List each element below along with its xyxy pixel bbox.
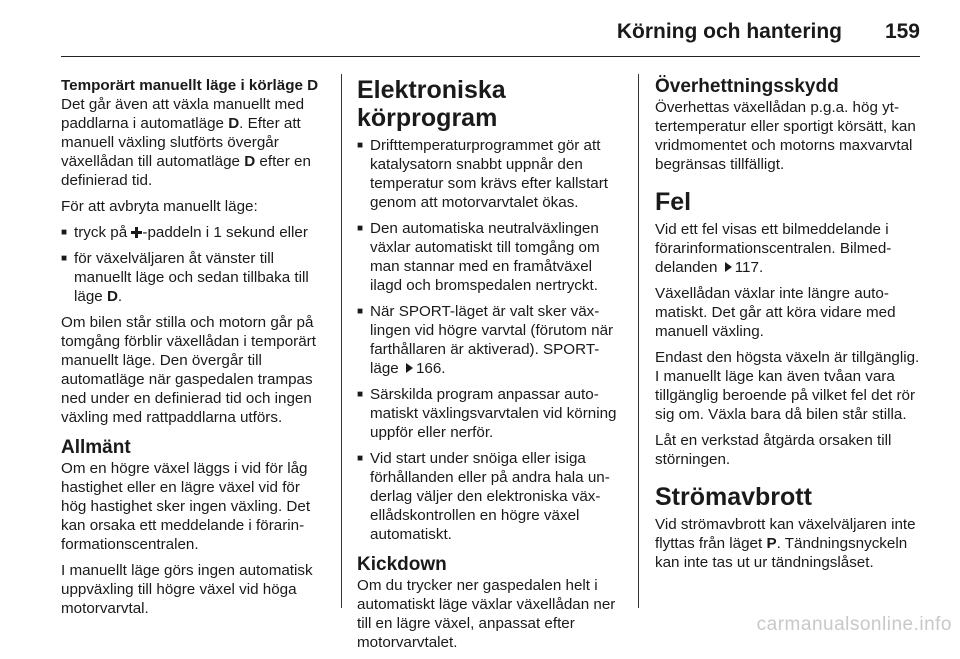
list-item: ■ för växelväljaren åt vänster till manuellt läge och sedan tillbaka till läge D. [61,249,329,306]
list-item: ■ Vid start under snöiga eller isiga förhållanden eller på andra hala underlag väljer den elektroniska växellådskontrollen en högre växel automatiskt. [357,449,627,544]
paragraph: Om du trycker ner gaspedalen helt i automatiskt läge växlar växellådan ner till en lägre växel, anpassat efter motorvarvtalet. [357,577,616,651]
heading-electronic-programs: Elektroniska körprogram [357,76,506,132]
list-item: ■ Den automatiska neutralväxlingen växlar automatiskt till tomgång om man stannar med en framåtväxel ilagd och bromspedalen nertryckt. [357,219,627,295]
bullet-list [61,223,329,306]
heading-overheating: Överhettningsskydd [655,76,839,97]
paragraph: För att avbryta manuellt läge: [61,198,258,215]
column-divider [341,74,342,608]
column-right [655,76,923,579]
paragraph: Det går även att växla manuellt med paddlarna i automatläge D. Efter att manuell växling slutförts övergår växellådan till automatläge D efter en definierad tid. [61,96,311,189]
heading-fault: Fel [655,188,692,216]
paragraph: Överhettas växellådan p.g.a. hög yttertemperatur eller sportigt körsätt, kan vridmomentet och motorns maxvarvtal begränsas tillfälligt. [655,99,916,173]
heading-kickdown: Kickdown [357,554,447,575]
page-reference[interactable]: 166 [415,360,442,377]
heading-general: Allmänt [61,437,131,458]
page-reference-icon [725,262,732,272]
list-item: ■ Särskilda program anpassar automatiskt växlingsvarvtalen vid körning uppför eller nerför. [357,385,627,442]
paragraph: Låt en verkstad åtgärda orsaken till störningen. [655,432,892,468]
paragraph: Vid ett fel visas ett bilmeddelande i förarinformationscentralen. Bilmeddelanden 117. [655,221,892,276]
paragraph: Endast den högsta växeln är tillgänglig. I manuellt läge kan även tvåan vara tillgänglig beroende på vilket fel det rör sig om. Växla bara då bilen står stilla. [655,349,920,423]
plus-paddle-icon [131,227,142,238]
paragraph: Växellådan växlar inte längre automatiskt. Det går att köra vidare med manuell växling. [655,285,896,340]
column-divider [638,74,639,608]
bullet-list [357,136,627,544]
heading-temporary-manual: Temporärt manuellt läge i körläge D [61,77,319,94]
list-item: ■ När SPORT-läget är valt sker växlingen vid högre varvtal (förutom när farthållaren är aktiverad). SPORT-läge 166. [357,302,627,378]
column-middle [357,76,627,659]
header-rule [61,56,920,57]
page-reference-icon [406,363,413,373]
paragraph: Om bilen står stilla och motorn går på tomgång förblir växellådan i temporärt manuellt läge. Den övergår till automatläge när gaspedalen trampas ned under en definierad tid och ingen växling med rattpaddlarna utförs. [61,314,316,426]
paragraph: I manuellt läge görs ingen automatisk uppväxling till högre växel vid höga motorvarvtal. [61,562,313,617]
heading-power-failure: Strömavbrott [655,483,812,511]
column-left [61,76,329,625]
paragraph: Om en högre växel läggs i vid för låg hastighet eller en lägre växel vid för hög hastighet sker ingen växling. Det kan orsaka ett meddelande i förarinformationscentralen. [61,460,311,553]
list-item: ■ tryck på -paddeln i 1 sekund eller [61,223,329,242]
paragraph: Vid strömavbrott kan växelväljaren inte flyttas från läget P. Tändningsnyckeln kan inte tas ut ur tändningslåset. [655,516,916,571]
page-reference[interactable]: 117 [734,259,759,276]
page-header [0,0,960,56]
watermark: carmanualsonline.info [756,614,952,635]
section-title: Körning och hantering [616,20,842,43]
list-item: ■ Drifttemperaturprogrammet gör att katalysatorn snabbt uppnår den temperatur som krävs efter kallstart genom att motorvarvtalet ökas. [357,136,627,212]
page-number: 159 [884,20,920,43]
